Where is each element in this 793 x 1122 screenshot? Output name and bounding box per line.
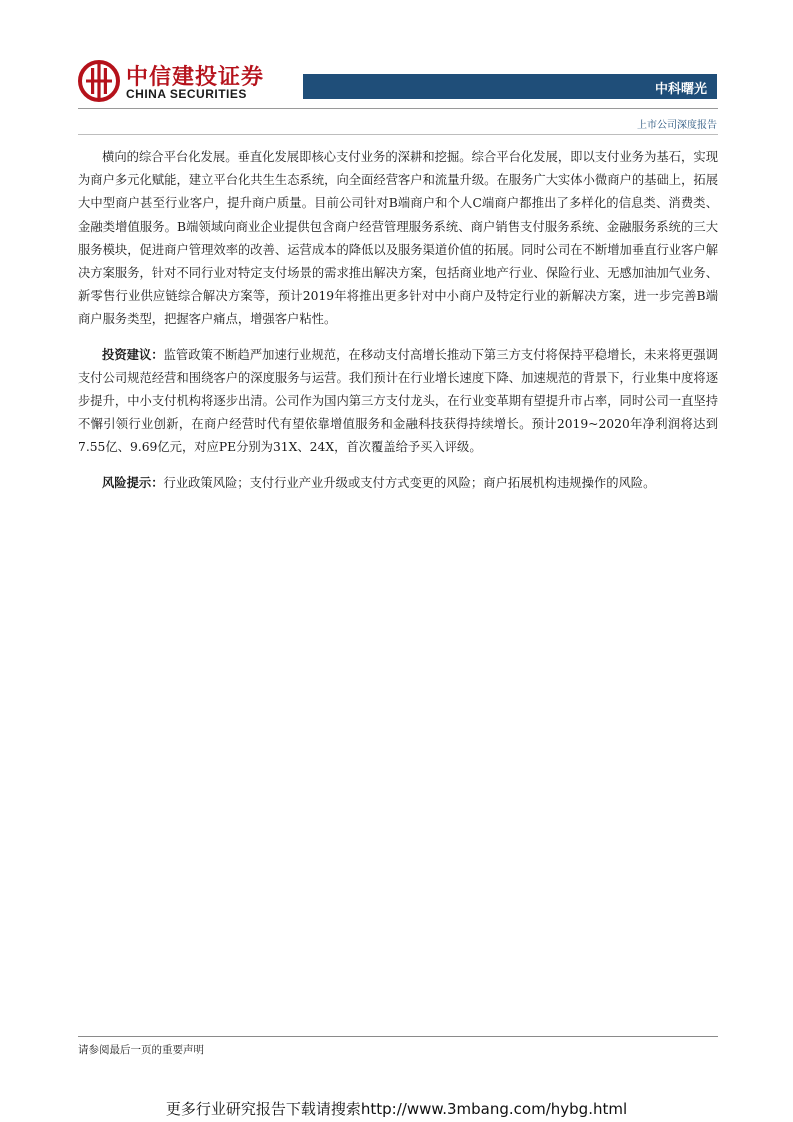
footer-disclaimer: 请参阅最后一页的重要声明 <box>78 1044 204 1056</box>
footer-divider <box>78 1036 718 1037</box>
header-divider <box>78 108 718 109</box>
report-body <box>78 146 718 495</box>
risk-warning-text: 行业政策风险；支付行业产业升级或支付方式变更的风险；商户拓展机构违规操作的风险。 <box>163 475 656 490</box>
body-paragraph-platform: 横向的综合平台化发展。垂直化发展即核心支付业务的深耕和挖掘。综合平台化发展，即以支付业务为基石，实现为商户多元化赋能，建立平台化共生生态系统，向全面经营客户和流量升级。在服务广大实体小微商户的基础上，拓展大中型商户甚至行业客户，提升商户质量。目前公司针对B端商户和个人C端商户都推出了多样化的信息类、消费类、金融类增值服务。B端领域向商业企业提供包含商户经营管理服务系统、商户销售支付服务系统、金融服务系统的三大服务模块，促进商户管理效率的改善、运营成本的降低以及服务渠道价值的拓展。同时公司在不断增加垂直行业客户解决方案服务，针对不同行业对特定支付场景的需求推出解决方案，包括商业地产行业、保险行业、无感加油加气业务、新零售行业供应链综合解决方案等，预计2019年将推出更多针对中小商户及特定行业的新解决方案，进一步完善B端商户服务类型，把握客户痛点，增强客户粘性。 <box>78 150 718 327</box>
subheader-divider <box>78 134 718 135</box>
risk-warning-paragraph <box>78 471 718 495</box>
page-header <box>0 0 793 140</box>
brand-logo <box>78 58 298 108</box>
download-watermark-link[interactable]: 更多行业研究报告下载请搜索http://www.3mbang.com/hybg.html <box>165 1100 628 1118</box>
report-type-label: 上市公司深度报告 <box>637 120 717 131</box>
investment-advice-label: 投资建议： <box>102 346 164 362</box>
investment-advice-text: 监管政策不断趋严加速行业规范，在移动支付高增长推动下第三方支付将保持平稳增长，未来将更强调支付公司规范经营和围绕客户的深度服务与运营。我们预计在行业增长速度下降、加速规范的背景下，行业集中度将逐步提升，中小支付机构将逐步出清。公司作为国内第三方支付龙头，在行业变革期有望提升市占率，同时公司一直坚持不懈引领行业创新，在商户经营时代有望依靠增值服务和金融科技获得持续增长。预计2019~2020年净利润将达到7.55亿、9.69亿元，对应PE分别为31X、24X，首次覆盖给予买入评级。 <box>78 347 718 455</box>
logo-emblem-icon <box>78 58 120 104</box>
investment-advice-paragraph <box>78 343 718 460</box>
company-name: 中科曙光 <box>654 82 707 97</box>
risk-warning-label: 风险提示： <box>102 474 164 490</box>
logo-english-text: CHINA SECURITIES <box>126 87 247 101</box>
company-title-bar <box>303 74 717 99</box>
logo-chinese-text: 中信建投证券 <box>126 65 265 90</box>
